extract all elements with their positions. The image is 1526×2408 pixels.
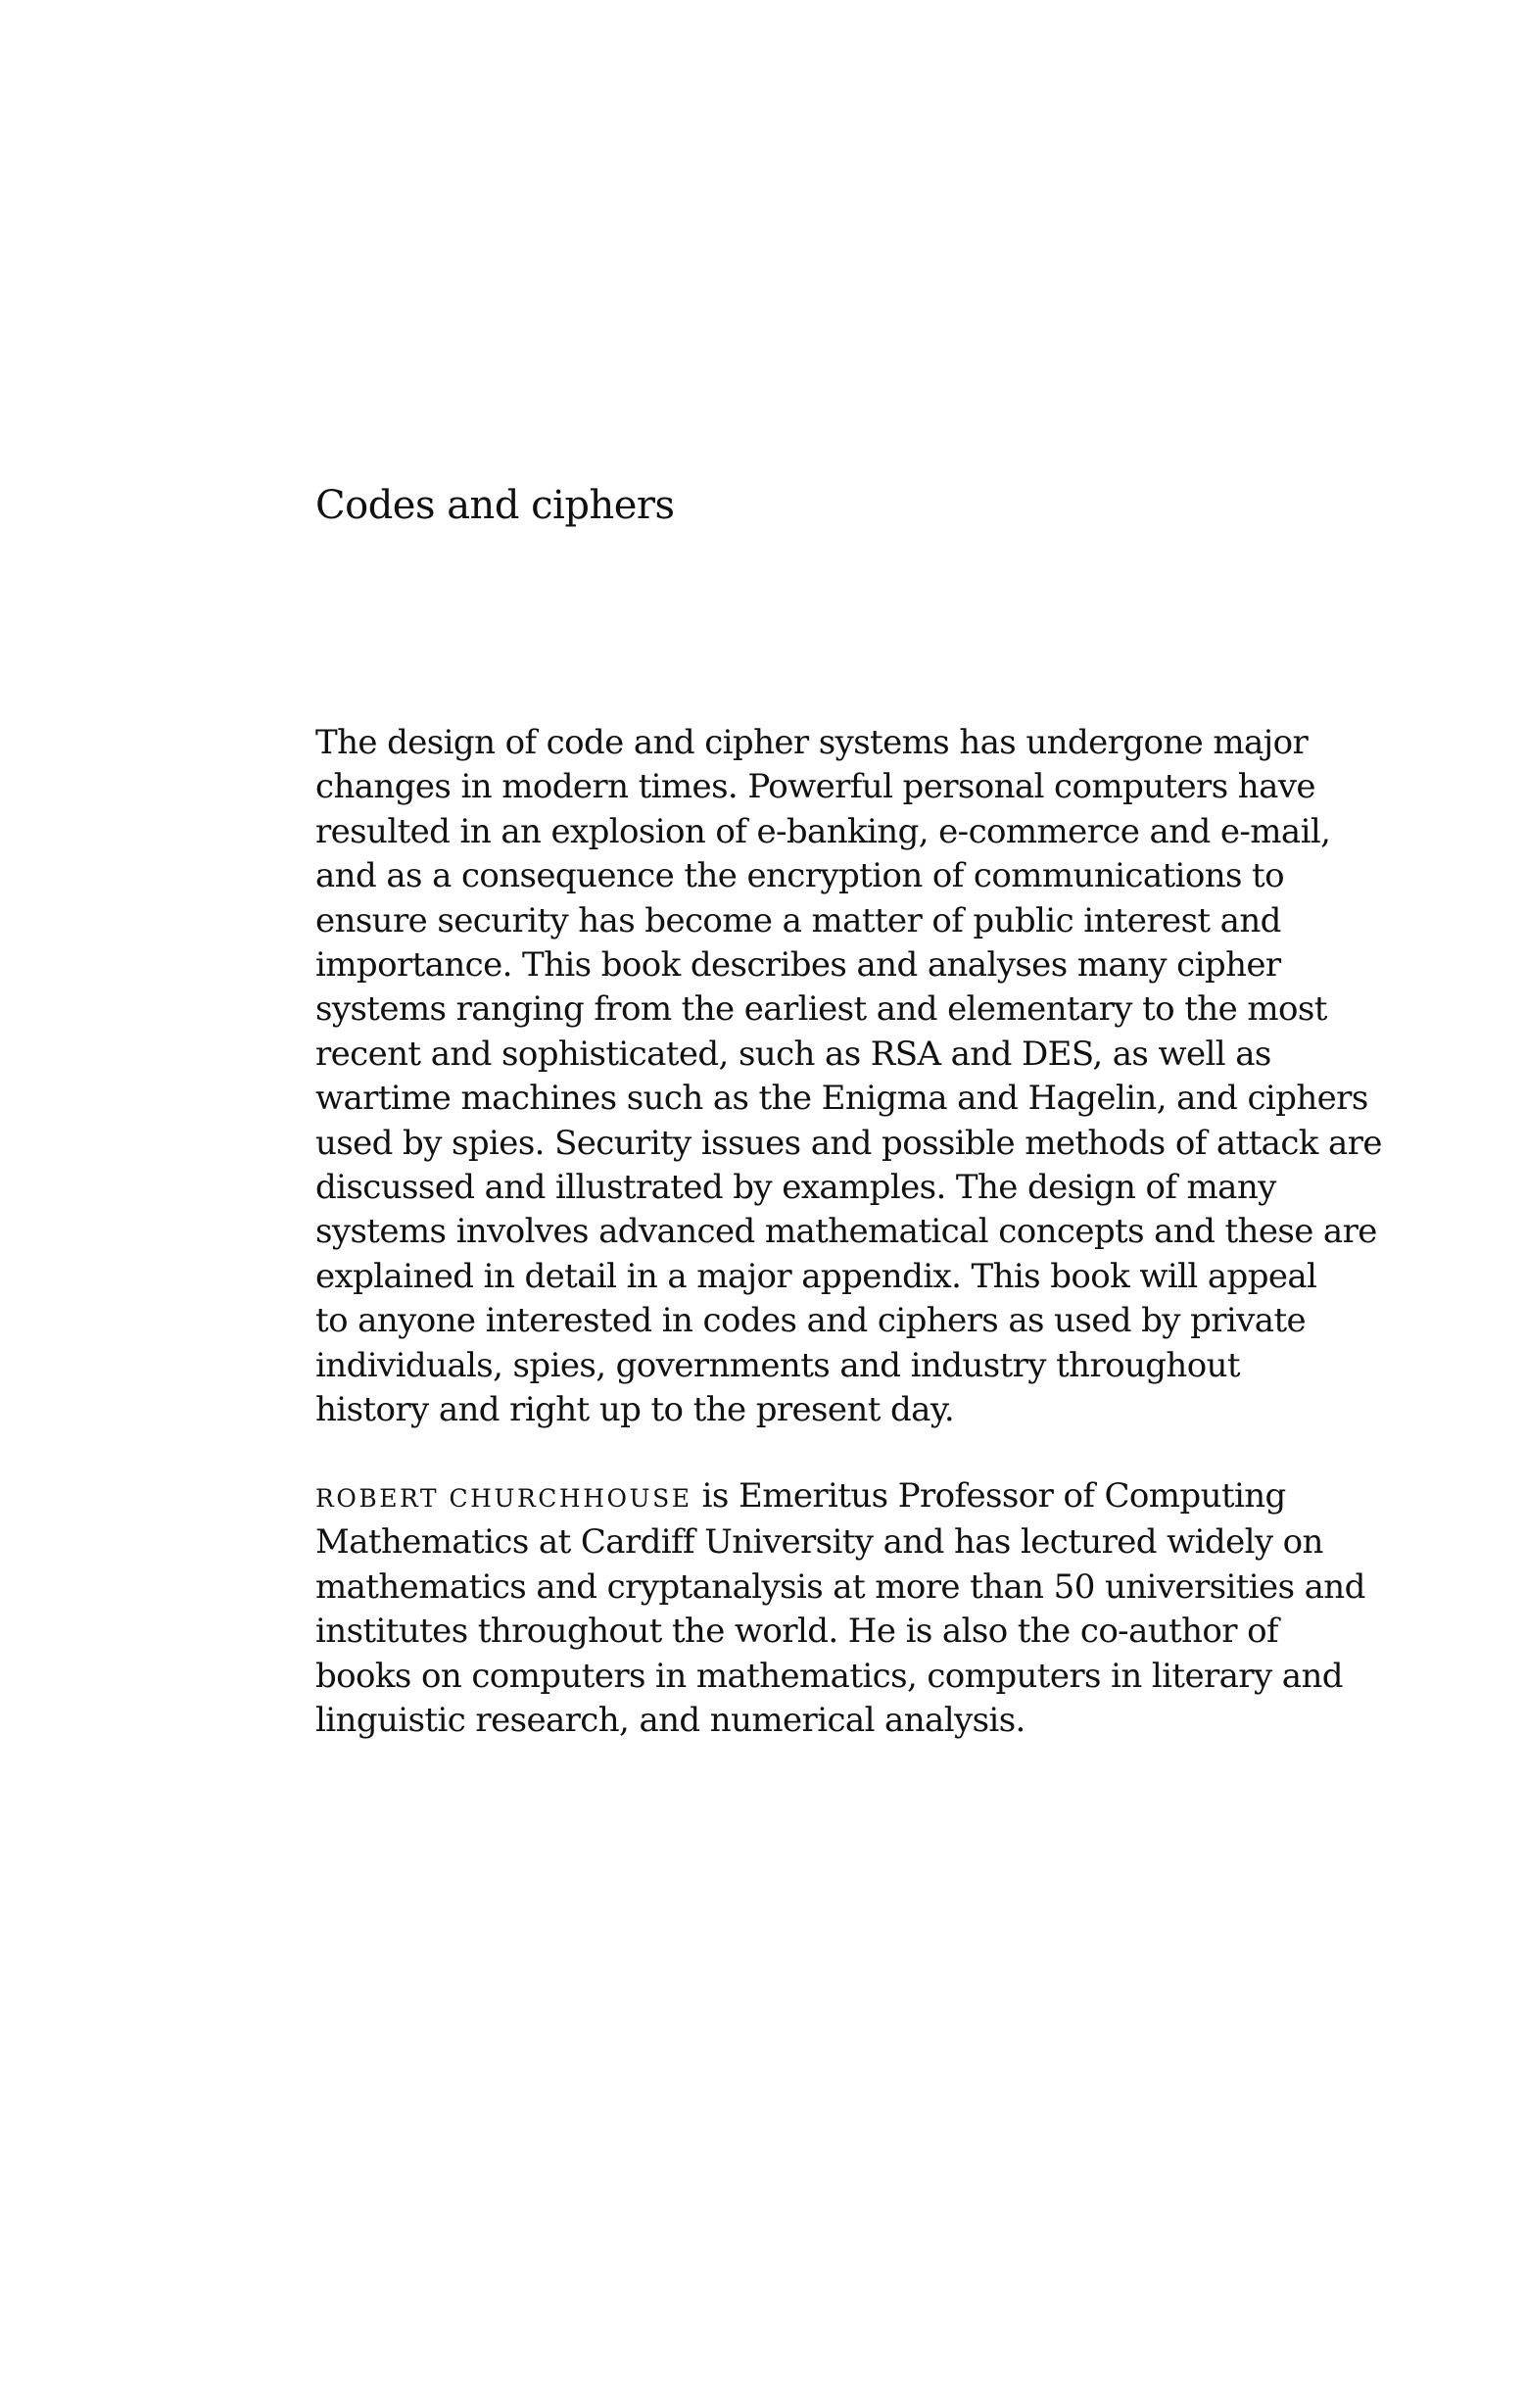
author-bio-first-line	[315, 1474, 1314, 1520]
description-line: explained in detail in a major appendix. This book will appeal	[315, 1256, 1317, 1296]
author-bio-line: Mathematics at Cardiff University and has lectured widely on	[315, 1522, 1323, 1563]
description-line: recent and sophisticated, such as RSA and DES, as well as	[315, 1034, 1271, 1074]
author-bio-line: mathematics and cryptanalysis at more than 50 universities and	[315, 1566, 1365, 1607]
page-title: Codes and ciphers	[315, 483, 675, 528]
author-bio-line: books on computers in mathematics, computers in literary and	[315, 1656, 1343, 1696]
description-line: systems ranging from the earliest and elementary to the most	[315, 989, 1327, 1030]
description-line: discussed and illustrated by examples. The design of many	[315, 1168, 1276, 1208]
description-line: wartime machines such as the Enigma and Hagelin, and ciphers	[315, 1079, 1368, 1119]
author-bio	[315, 1474, 1365, 1743]
description-line: history and right up to the present day.	[315, 1390, 955, 1430]
description-line: The design of code and cipher systems has undergone major	[315, 723, 1309, 762]
description-line: used by spies. Security issues and possible methods of attack are	[315, 1123, 1382, 1163]
author-bio-first-line-text: is Emeritus Professor of Computing	[691, 1476, 1286, 1516]
description-line: and as a consequence the encryption of communications to	[315, 856, 1284, 896]
author-name: ROBERT CHURCHHOUSE	[315, 1484, 692, 1513]
description-line: systems involves advanced mathematical concepts and these are	[315, 1212, 1377, 1252]
description-line: ensure security has become a matter of public interest and	[315, 900, 1281, 940]
description-line: to anyone interested in codes and ciphers as used by private	[315, 1301, 1307, 1341]
description-line: individuals, spies, governments and industry throughout	[315, 1345, 1240, 1385]
author-bio-line: linguistic research, and numerical analysis.	[315, 1701, 1025, 1741]
description-line: changes in modern times. Powerful personal computers have	[315, 767, 1315, 807]
author-bio-line: institutes throughout the world. He is also the co-author of	[315, 1612, 1278, 1652]
book-description	[315, 721, 1382, 1433]
description-line: resulted in an explosion of e-banking, e-commerce and e-mail,	[315, 811, 1331, 851]
description-line: importance. This book describes and analyses many cipher	[315, 945, 1281, 986]
